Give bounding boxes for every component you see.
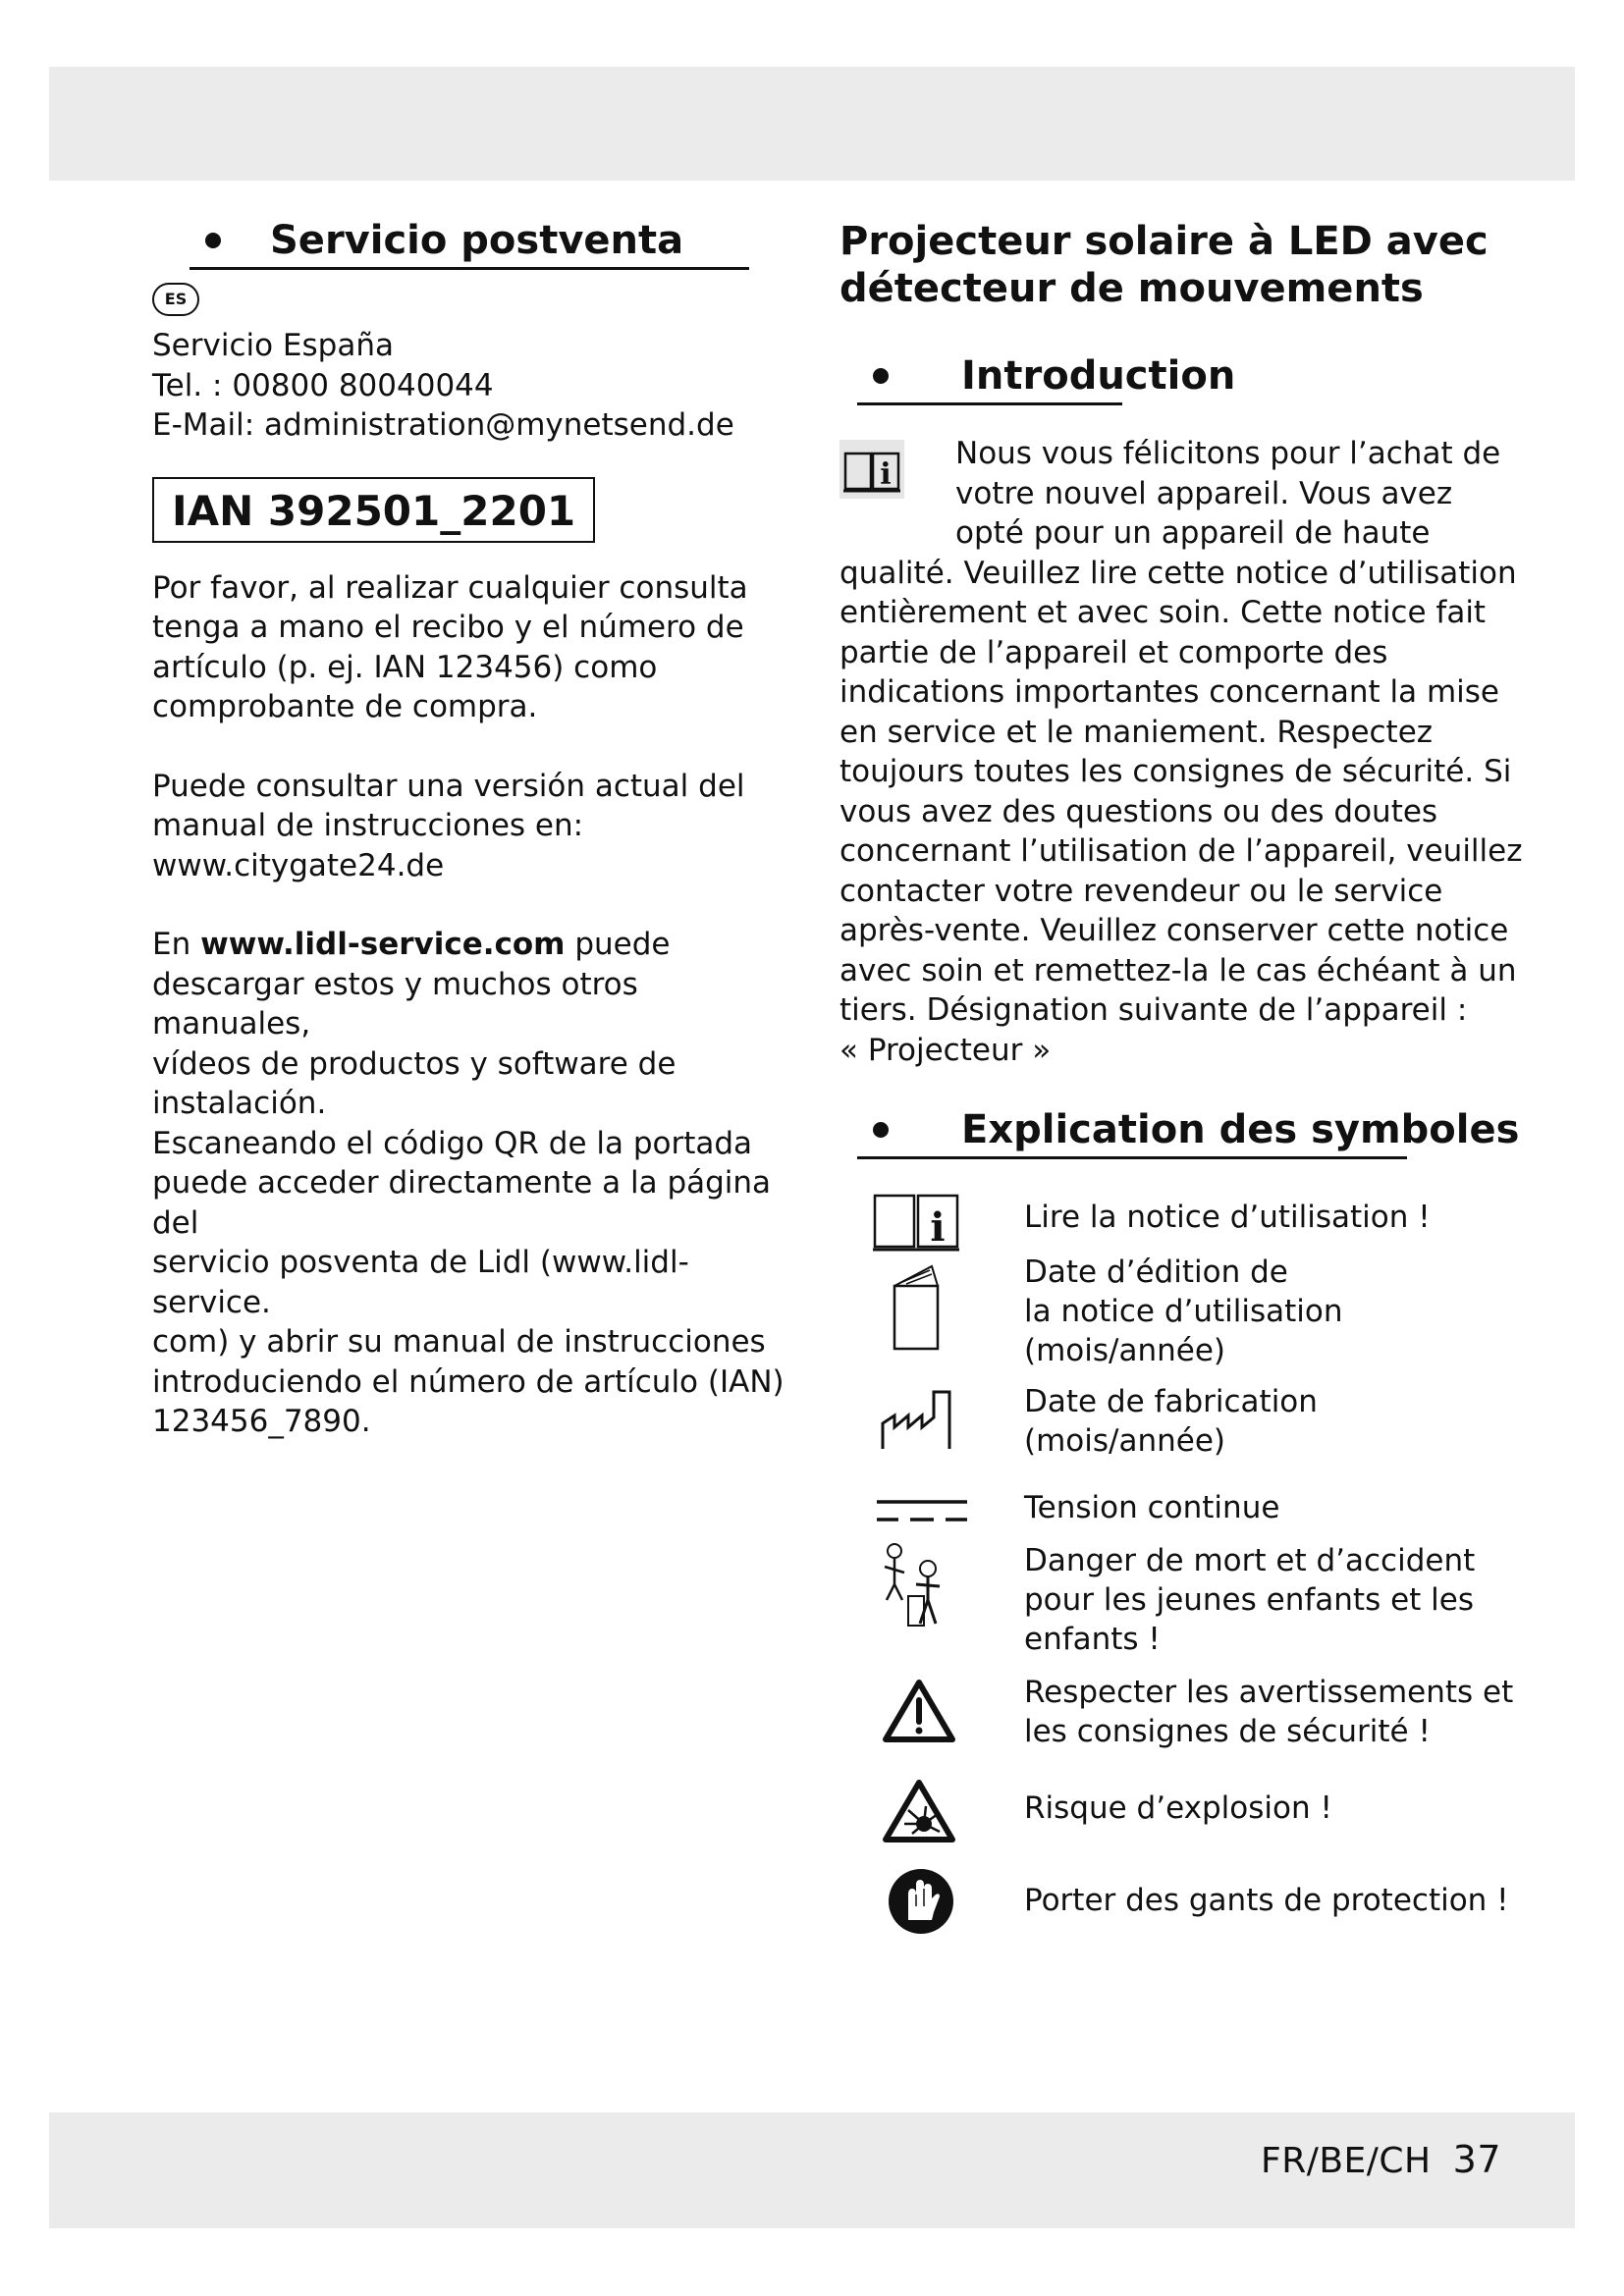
country-badge: ES — [152, 283, 199, 316]
bullet-icon — [873, 368, 889, 384]
svg-text:i: i — [880, 457, 892, 492]
region-label: FR/BE/CH — [1261, 2141, 1432, 2181]
child-danger-icon — [881, 1541, 949, 1629]
left-column — [152, 218, 800, 1442]
contact-block: Servicio España Tel. : 00800 80040044 E-Mail: administration@mynetsend.de — [152, 328, 734, 443]
gloves-icon — [887, 1867, 955, 1936]
booklet-icon — [889, 1262, 944, 1353]
bullet-icon — [205, 233, 221, 248]
introduction-text: i Nous vous félicitons pour l’achat de votre nouvel appareil. Vous avez opté pour un appareil de haute qualité. Veuillez lire cette notice d’utilisation entièrement et avec soin. Cette notice fait partie de l’appareil et comporte des indications importantes concernant la mise en service et le maniement. Respectez toujours toutes les consignes de sécurité. Si vous avez des questions ou des doutes concernant l’utilisation de l’appareil, veuillez contacter votre revendeur ou le service après-vente. Veuillez conserver cette notice avec soin et remettez-la le cas échéant à un tiers. Désignation suivante de l’appareil : « Projecteur » — [839, 436, 1523, 1068]
page-number: 37 — [1452, 2138, 1501, 2181]
svg-text:i: i — [930, 1204, 946, 1251]
paragraph-receipt: Por favor, al realizar cualquier consulta tenga a mano el recibo y el número de artículo (p. ej. IAN 123456) como comprobante de compra. — [152, 569, 748, 724]
warning-triangle-icon — [883, 1679, 955, 1743]
factory-icon — [879, 1388, 953, 1451]
paragraph-manual-version: Puede consultar una versión actual del manual de instrucciones en: www.citygate24.de — [152, 767, 800, 886]
ian-box: IAN 392501_2201 — [152, 477, 595, 543]
heading-underline — [857, 402, 1122, 405]
introduction-heading: Introduction — [839, 353, 1527, 408]
heading-underline — [189, 267, 749, 270]
direct-current-icon — [875, 1498, 969, 1523]
symbols-heading: Explication des symboles — [839, 1107, 1527, 1162]
right-column — [839, 218, 1527, 1981]
explosion-icon — [883, 1779, 955, 1843]
manual-info-icon — [871, 1192, 961, 1255]
bullet-icon — [873, 1122, 889, 1138]
page-footer — [1261, 2138, 1501, 2181]
product-title: Projecteur solaire à LED avec détecteur de mouvements — [839, 219, 1489, 311]
servicio-heading: Servicio postventa — [152, 218, 800, 273]
heading-underline — [857, 1156, 1407, 1159]
citygate-link[interactable]: www.citygate24.de — [152, 847, 445, 883]
symbols-list: i Lire la notice d’utilisation ! Date d’édition de la notice d’utilisation (mois/année) Date de fabrication (mois/année) Tension continue Danger de mort et d’accident pour les jeunes enfants et les enfants ! Respecter les avertissements et les consignes de sécurité ! Risque d’explosion ! Porter des gants de protection ! — [839, 1176, 1527, 1981]
header-band — [49, 67, 1575, 181]
paragraph-lidl-service: En www.lidl-service.com puede descargar estos y muchos otros manuales, vídeos de productos y software de instalación. Escaneando el código QR de la portada puede acceder directamente a la página del servicio posventa de Lidl (www.lidl-service. com) y abrir su manual de instrucciones introduciendo el número de artículo (IAN) 123456_7890. — [152, 927, 785, 1439]
manual-info-icon — [839, 440, 904, 499]
lidl-service-link[interactable]: www.lidl-service.com — [200, 927, 566, 962]
